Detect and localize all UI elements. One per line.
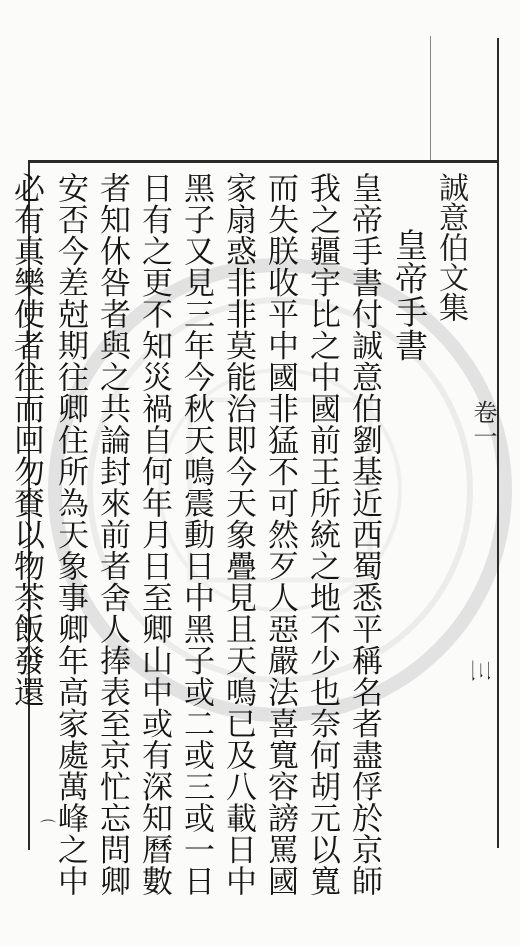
text-column-5: 黑子又見三年今秋天鳴震動日中黑子或二或三或一日 bbox=[178, 172, 214, 897]
binding-margin-line bbox=[430, 36, 431, 161]
text-column-2: 我之疆宇比之中國前王所統之地不少也奈何胡元以寬 bbox=[304, 172, 340, 897]
text-column-6: 日有之更不知災禍自何年月日至卿山中或有深知曆數 bbox=[136, 172, 172, 897]
text-column-4: 家扇惑非非莫能治即今天象疊見且天鳴已及八載日中 bbox=[220, 172, 256, 897]
top-border-line bbox=[28, 160, 498, 163]
end-mark: ⌒ bbox=[40, 818, 57, 837]
text-column-1: 皇帝手書付誠意伯劉基近西蜀悉平稱名者盡俘於京師 bbox=[346, 172, 382, 897]
margin-book-title: 誠意伯文集 bbox=[433, 172, 468, 322]
margin-page-number: 三 bbox=[466, 659, 492, 682]
text-column-8: 安否今差尅期往卿住所為天象事卿年高家處萬峰之中 bbox=[52, 172, 88, 897]
text-column-heading: 皇帝手書 bbox=[390, 228, 429, 362]
text-column-3: 而失朕收平中國非猛不可然歹人惡嚴法喜寬容謗罵國 bbox=[262, 172, 298, 897]
text-column-7: 者知休咎者與之共論封來前者舍人捧表至京忙忘問卿 bbox=[94, 172, 130, 897]
margin-volume-label: 卷一 bbox=[469, 400, 497, 448]
text-column-9: 必有真樂使者往而回勿賚以物茶飯發還 bbox=[8, 172, 44, 708]
